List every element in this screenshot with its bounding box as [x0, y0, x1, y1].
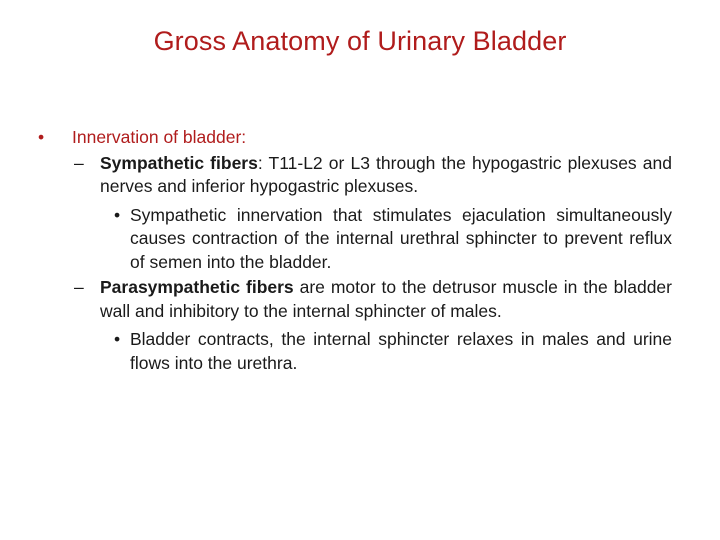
parasympathetic-sub-text: Bladder contracts, the internal sphincter relaxes in males and urine flows into the urethra.: [130, 329, 672, 373]
item-sympathetic: [74, 152, 672, 199]
bullet-dot-icon: •: [114, 204, 121, 225]
slide-content: [38, 126, 678, 375]
bullet-innervation: [38, 126, 678, 150]
sympathetic-term: Sympathetic fibers: [100, 152, 258, 173]
innervation-heading: Innervation of bladder:: [72, 127, 247, 147]
item-parasympathetic: [74, 276, 672, 323]
parasympathetic-term: Parasympathetic fibers: [100, 277, 294, 297]
sub-item-sympathetic: [114, 204, 672, 275]
bullet-dot-icon: •: [114, 329, 121, 349]
sub-item-parasympathetic: [114, 328, 672, 375]
sympathetic-text: : T11-L2 or L3 through the hypogastric plexuses and nerves and inferior hypogastric plexuses.: [100, 152, 672, 196]
dash-icon: –: [74, 277, 84, 297]
dash-icon: –: [74, 152, 84, 173]
slide-title: Gross Anatomy of Urinary Bladder: [153, 26, 567, 56]
sympathetic-sub-text: Sympathetic innervation that stimulates ejaculation simultaneously causes contraction of the internal urethral sphincter to prevent reflux of semen into the bladder.: [130, 204, 672, 272]
parasympathetic-text: are motor to the detrusor muscle in the bladder wall and inhibitory to the internal sphincter of males.: [100, 277, 672, 321]
bullet-dot-icon: •: [38, 127, 45, 147]
